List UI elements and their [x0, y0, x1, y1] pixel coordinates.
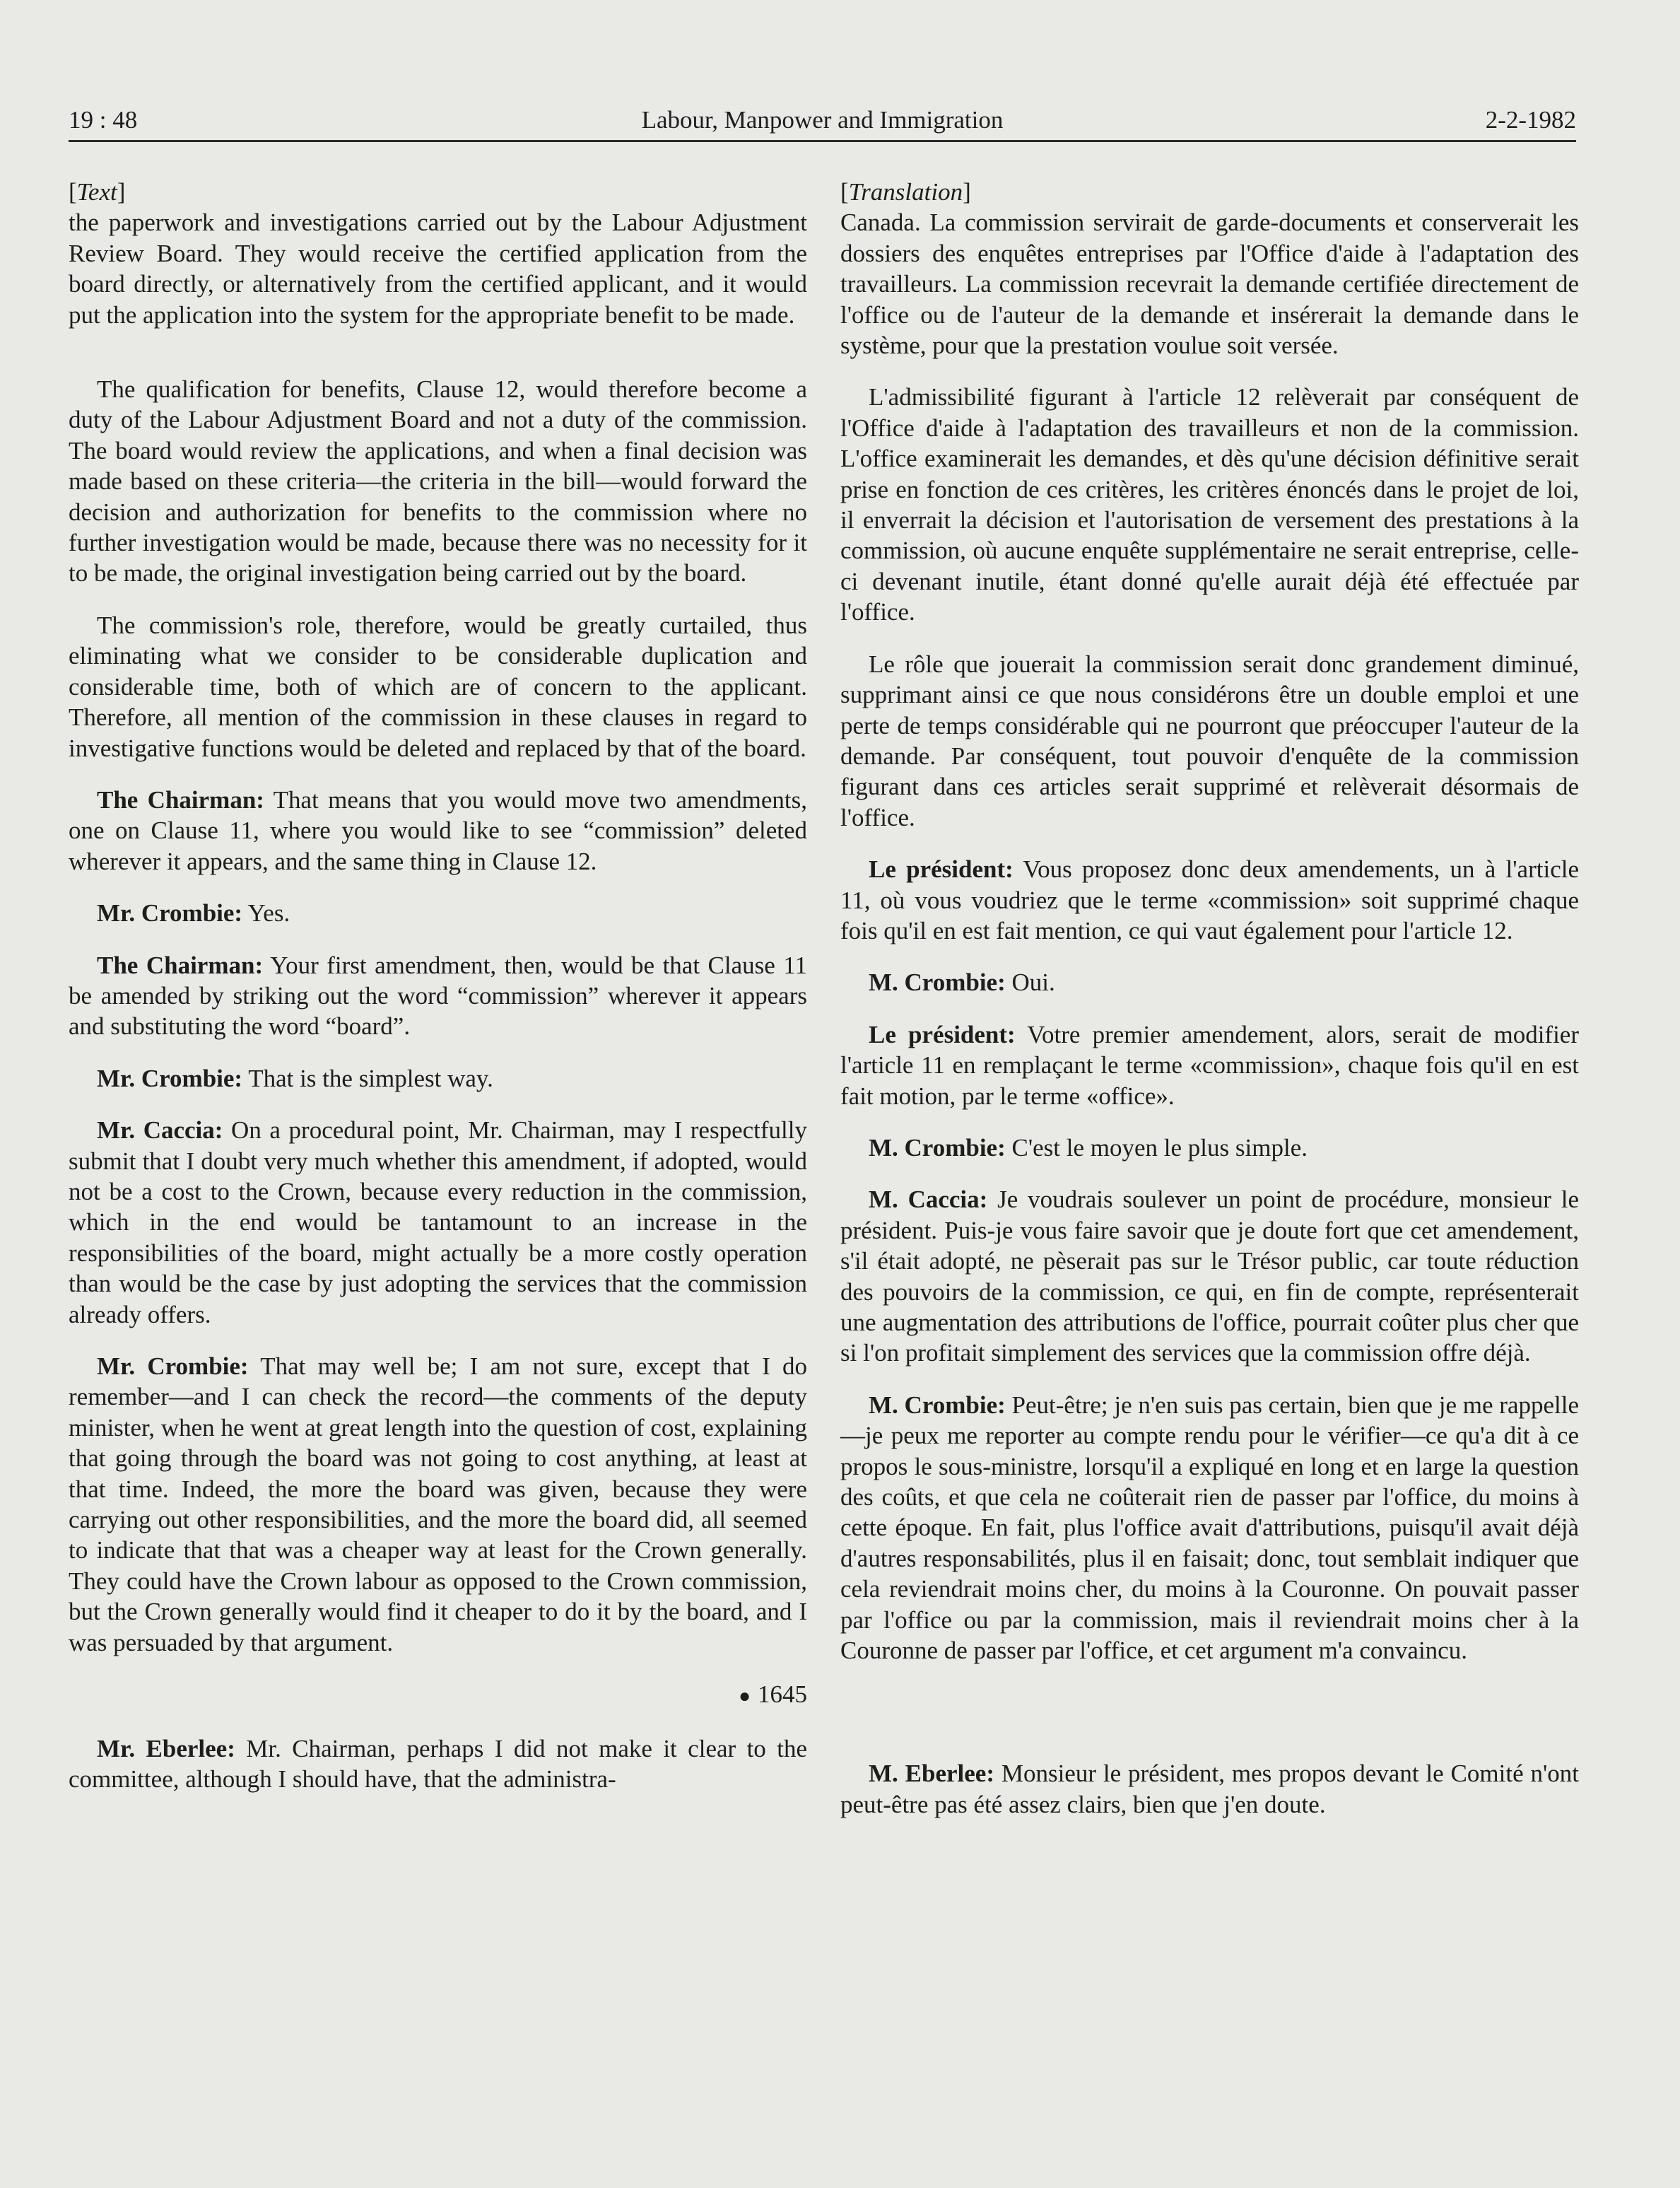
running-title: Labour, Manpower and Immigration: [641, 106, 1004, 134]
bullet-icon: ●: [739, 1685, 751, 1708]
paragraph: the paperwork and investigations carried out by the Labour Adjustment Review Board. They would receive the certified application from the board directly, or alternatively from the certified applicant, and it would put the application into the system for the appropriate benefit to be made.: [69, 209, 807, 329]
speaker-name: M. Eberlee:: [869, 1760, 994, 1788]
speaker-name: Mr. Eberlee:: [97, 1734, 235, 1762]
speaker-name: M. Crombie:: [869, 969, 1006, 997]
speech-paragraph: [840, 1390, 1579, 1666]
english-column: [69, 177, 807, 1816]
paragraph: Le rôle que jouerait la commission serait donc grandement diminué, supprimant ainsi ce que nous considérons être un double emploi et une perte de temps considérable qui ne pourront que préoccuper l'auteur de la demande. Par conséquent, tout pouvoir d'enquête de la commission figurant dans ces articles serait supprimé et relèverait désormais de l'office.: [840, 650, 1579, 831]
speech-text: On a procedural point, Mr. Chairman, may I respectfully submit that I doubt very much whether this amendment, if adopted, would not be a cost to the Crown, because every reduction in the commission, which in the end would be tantamount to an increase in the responsibilities of the board, might actually be a more costly operation than would be the case by just adopting the services that the commission already offers.: [69, 1116, 807, 1328]
column-label: [Text]: [69, 178, 126, 206]
speech-text: That means that you would move two amendments, one on Clause 11, where you would like to see “commission” deleted wherever it appears, and the same thing in Clause 12.: [69, 785, 807, 875]
paragraph: The qualification for benefits, Clause 12, would therefore become a duty of the Labour Adjustment Board and not a duty of the commission. The board would review the applications, and when a final decision was made based on these criteria—the criteria in the bill—would forward the decision and authorization for benefits to the commission where no further investigation would be made, because there was no necessity for it to be made, the original investigation being carried out by the board.: [69, 375, 807, 587]
speech-paragraph: [69, 1733, 807, 1795]
speech-paragraph: [840, 1758, 1579, 1820]
page-number: 19 : 48: [69, 106, 138, 134]
timestamp: [69, 1679, 807, 1712]
speaker-name: The Chairman:: [97, 951, 264, 979]
speech-paragraph: [69, 785, 807, 877]
speech-paragraph: [69, 1115, 807, 1330]
speaker-name: Le président:: [869, 1020, 1016, 1048]
speaker-name: The Chairman:: [97, 785, 264, 814]
speaker-name: M. Crombie:: [869, 1133, 1006, 1162]
speech-text: Monsieur le président, mes propos devant le Comité n'ont peut-être pas été assez clairs, bien que j'en doute.: [840, 1760, 1579, 1818]
speaker-name: M. Caccia:: [869, 1186, 988, 1214]
speech-paragraph: [840, 1133, 1579, 1163]
speaker-name: Mr. Crombie:: [97, 1352, 249, 1380]
column-label-text: Translation: [848, 178, 963, 206]
speech-text: Oui.: [1005, 969, 1055, 997]
speech-text: Vous proposez donc deux amendements, un à l'article 11, où vous voudriez que le terme «commission» soit supprimé chaque fois qu'il en est fait mention, ce qui vaut également pour l'article 12.: [840, 855, 1579, 944]
speech-text: Your first amendment, then, would be that Clause 11 be amended by striking out the word “commission” wherever it appears and substituting the word “board”.: [69, 951, 807, 1041]
speech-paragraph: [840, 967, 1579, 998]
speech-paragraph: [69, 950, 807, 1042]
speech-text: Peut-être; je n'en suis pas certain, bien que je me rappelle—je peux me reporter au compte rendu pour le vérifier—ce qu'a dit à ce propos le sous-ministre, lorsqu'il a expliqué en long et en large la question des coûts, et que cela ne coûterait rien de passer par l'office, du moins à cette époque. En fait, plus l'office avait d'attributions, puisqu'il avait déjà d'autres responsabilités, plus il en faisait; donc, tout semblait indiquer que cela reviendrait moins cher, du moins à la Couronne. On pouvait passer par l'office ou par la commission, mais il reviendrait moins cher à la Couronne de passer par l'office, et cet argument m'a convaincu.: [840, 1391, 1580, 1665]
speaker-name: Mr. Crombie:: [97, 1064, 243, 1092]
page-header: [69, 105, 1576, 142]
speech-text: Votre premier amendement, alors, serait de modifier l'article 11 en remplaçant le terme «commission», chaque fois qu'il en est fait motion, par le terme «office».: [840, 1020, 1579, 1110]
speech-text: Mr. Chairman, perhaps I did not make it clear to the committee, although I should have, that the administra-: [69, 1734, 807, 1794]
speaker-name: Le président:: [869, 855, 1014, 884]
speaker-name: Mr. Caccia:: [97, 1116, 223, 1145]
speech-paragraph: [69, 1063, 807, 1094]
speech-text: That may well be; I am not sure, except that I do remember—and I can check the record—the comments of the deputy minister, when he went at great length into the question of cost, explaining that going through the board was not going to cost anything, at least at that time. Indeed, the more the board was given, because they were carrying out other responsibilities, and the more the board did, all seemed to indicate that that was a cheaper way at least for the Crown generally. They could have the Crown labour as opposed to the Crown commission, but the Crown generally would find it cheaper to do it by the board, and I was persuaded by that argument.: [69, 1352, 807, 1656]
speech-paragraph: [840, 1184, 1579, 1368]
speaker-name: M. Crombie:: [869, 1391, 1006, 1419]
timestamp-text: 1645: [758, 1680, 807, 1709]
column-label-text: Text: [76, 178, 117, 206]
speech-text: Je voudrais soulever un point de procédure, monsieur le président. Puis-je vous faire savoir que je doute fort que cet amendement, s'il était adopté, ne pèserait pas sur le Trésor public, car toute réduction des pouvoirs de la commission, ce qui, en fin de compte, représenterait une augmentation des attributions de l'office, pourrait coûter plus cher que si l'on profitait simplement des services que la commission offre déjà.: [840, 1186, 1579, 1367]
column-label: [Translation]: [840, 178, 971, 206]
speech-text: C'est le moyen le plus simple.: [1005, 1133, 1308, 1162]
speaker-name: Mr. Crombie:: [97, 899, 243, 928]
speech-paragraph: [69, 898, 807, 928]
speech-text: That is the simplest way.: [242, 1064, 493, 1092]
paragraph: The commission's role, therefore, would be greatly curtailed, thus eliminating what we consider to be considerable duplication and considerable time, both of which are of concern to the applicant. Therefore, all mention of the commission in these clauses in regard to investigative functions would be deleted and replaced by that of the board.: [69, 611, 807, 762]
header-date: 2-2-1982: [1485, 106, 1576, 134]
french-column: [840, 177, 1579, 1841]
paragraph: Canada. La commission servirait de garde-documents et conserverait les dossiers des enquêtes entreprises par l'Office d'aide à l'adaptation des travailleurs. La commission recevrait la demande certifiée directement de l'office ou de l'auteur de la demande et insérerait la demande dans le système, pour que la prestation voulue soit versée.: [840, 209, 1579, 360]
speech-paragraph: [840, 1019, 1579, 1111]
speech-text: Yes.: [242, 899, 290, 928]
speech-paragraph: [840, 854, 1579, 946]
speech-paragraph: [69, 1351, 807, 1658]
paragraph: L'admissibilité figurant à l'article 12 relèverait par conséquent de l'Office d'aide à l'adaptation des travailleurs et non de la commission. L'office examinerait les demandes, et dès qu'une décision définitive serait prise en fonction de ces critères, les critères énoncés dans le projet de loi, il enverrait la décision et l'autorisation de versement des prestations à la commission, où aucune enquête supplémentaire ne serait entreprise, celle-ci devenant inutile, étant donné qu'elle aurait déjà été effectuée par l'office.: [840, 383, 1579, 626]
